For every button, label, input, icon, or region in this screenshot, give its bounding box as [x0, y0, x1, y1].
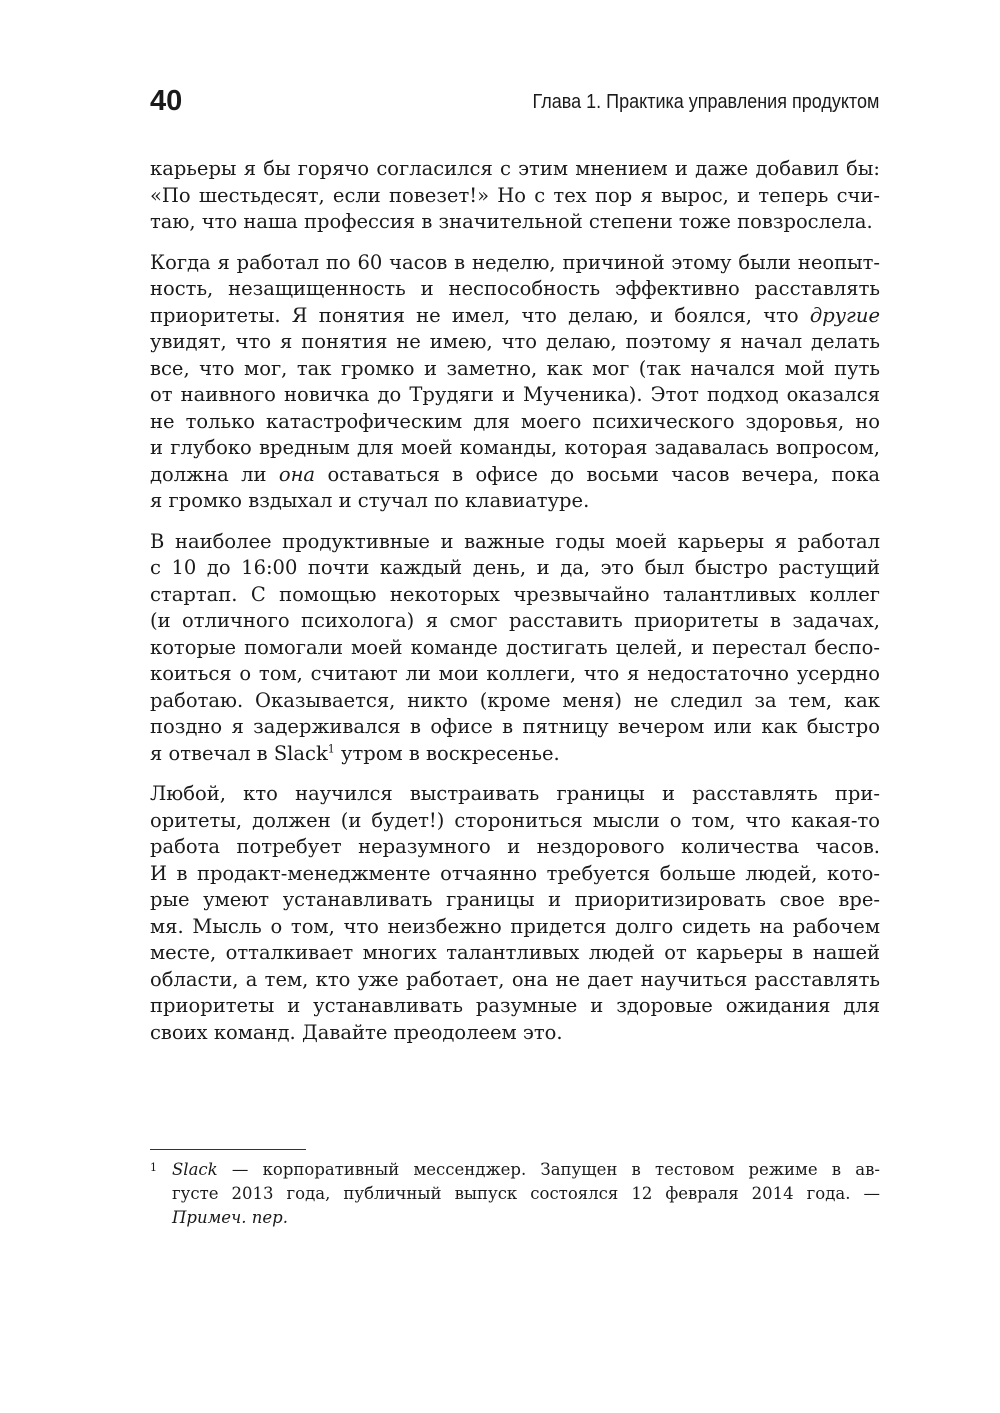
paragraph-2 [150, 250, 880, 515]
text-line [150, 303, 880, 330]
footnote-mark: 1 [150, 1161, 157, 1174]
text-line: от наивного новичка до Трудяги и Мученика). Этот подход оказался [150, 383, 880, 406]
text-line: И в продакт-менеджменте отчаянно требуется больше людей, кото- [150, 861, 880, 885]
text-line: таю, что наша профессия в значительной степени тоже повзрослела. [150, 210, 873, 233]
text-line [150, 462, 880, 489]
text-line: стартап. С помощью некоторых чрезвычайно талантливых коллег [150, 582, 880, 606]
footnote-line [172, 1158, 880, 1182]
text-line: мя. Мысль о том, что неизбежно придется долго сидеть на рабочем [150, 914, 880, 938]
paragraph-4 [150, 781, 880, 1046]
footnote [150, 1158, 880, 1230]
text-line: и глубоко вредным для моей команды, которая задавалась вопросом, [150, 436, 880, 459]
text-segment: я отвечал в Slack [150, 741, 328, 765]
text-line [150, 741, 880, 768]
footnote-divider [150, 1149, 306, 1150]
footnote-line: густе 2013 года, публичный выпуск состоялся 12 февраля 2014 года. — [172, 1184, 880, 1203]
text-segment: — корпоративный мессенджер. Запущен в тестовом режиме в ав- [217, 1160, 880, 1179]
text-line: коиться о том, считают ли мои коллеги, что я недостаточно усердно [150, 662, 880, 685]
footnote-line [172, 1206, 880, 1230]
footnote-source: Примеч. пер. [172, 1208, 288, 1227]
text-line: с 10 до 16:00 почти каждый день, и да, это был быстро растущий [150, 556, 880, 579]
text-line: поздно я задерживался в офисе в пятницу вечером или как быстро [150, 715, 880, 738]
page-number: 40 [150, 85, 183, 117]
text-line: Когда я работал по 60 часов в неделю, причиной этому были неопыт- [150, 250, 880, 274]
paragraph-3 [150, 529, 880, 768]
paragraph-1 [150, 156, 880, 236]
text-line: В наиболее продуктивные и важные годы моей карьеры я работал [150, 529, 880, 553]
body-text [150, 156, 880, 1060]
text-line: все, что мог, так громко и заметно, как мог (так начался мой путь [150, 356, 880, 380]
footnote-term: Slack [172, 1160, 218, 1179]
text-line: не только катастрофическим для моего психического здоровья, но [150, 409, 880, 433]
text-segment: приоритеты. Я понятия не имел, что делаю, и боялся, что [150, 303, 810, 327]
text-line: своих команд. Давайте преодолеем это. [150, 1020, 563, 1044]
text-segment: оставаться в офисе до восьми часов вечера, пока [315, 462, 880, 486]
text-line: карьеры я бы горячо согласился с этим мнением и даже добавил бы: [150, 157, 880, 180]
text-line: рые умеют устанавливать границы и приоритизировать свое вре- [150, 888, 880, 911]
footnote-body [172, 1158, 880, 1230]
text-line: области, а тем, кто уже работает, она не дает научиться расставлять [150, 967, 880, 991]
emphasis: другие [809, 303, 880, 327]
footnote-reference[interactable]: 1 [327, 742, 335, 755]
text-line: работа потребует неразумного и нездорового количества часов. [150, 835, 880, 858]
text-line: ность, незащищенность и неспособность эффективно расставлять [150, 277, 880, 300]
text-line: оритеты, должен (и будет!) сторониться мысли о том, что какая-то [150, 808, 880, 832]
text-line: я громко вздыхал и стучал по клавиатуре. [150, 489, 590, 512]
text-line: месте, отталкивает многих талантливых людей от карьеры в нашей [150, 941, 880, 964]
text-line: которые помогали моей команде достигать целей, и перестал беспо- [150, 635, 880, 659]
text-line: «По шестьдесят, если повезет!» Но с тех пор я вырос, и теперь счи- [150, 183, 880, 207]
emphasis: она [278, 462, 316, 486]
text-segment: утром в воскресенье. [334, 741, 560, 765]
text-line: увидят, что я понятия не имею, что делаю, поэтому я начал делать [150, 330, 880, 353]
text-segment: должна ли [150, 462, 279, 486]
text-line: работаю. Оказывается, никто (кроме меня) не следил за тем, как [150, 688, 880, 712]
text-line: приоритеты и устанавливать разумные и здоровые ожидания для [150, 994, 880, 1017]
running-head: Глава 1. Практика управления продуктом [532, 91, 879, 113]
text-line: (и отличного психолога) я смог расставить приоритеты в задачах, [150, 609, 880, 632]
text-line: Любой, кто научился выстраивать границы и расставлять при- [150, 782, 880, 805]
